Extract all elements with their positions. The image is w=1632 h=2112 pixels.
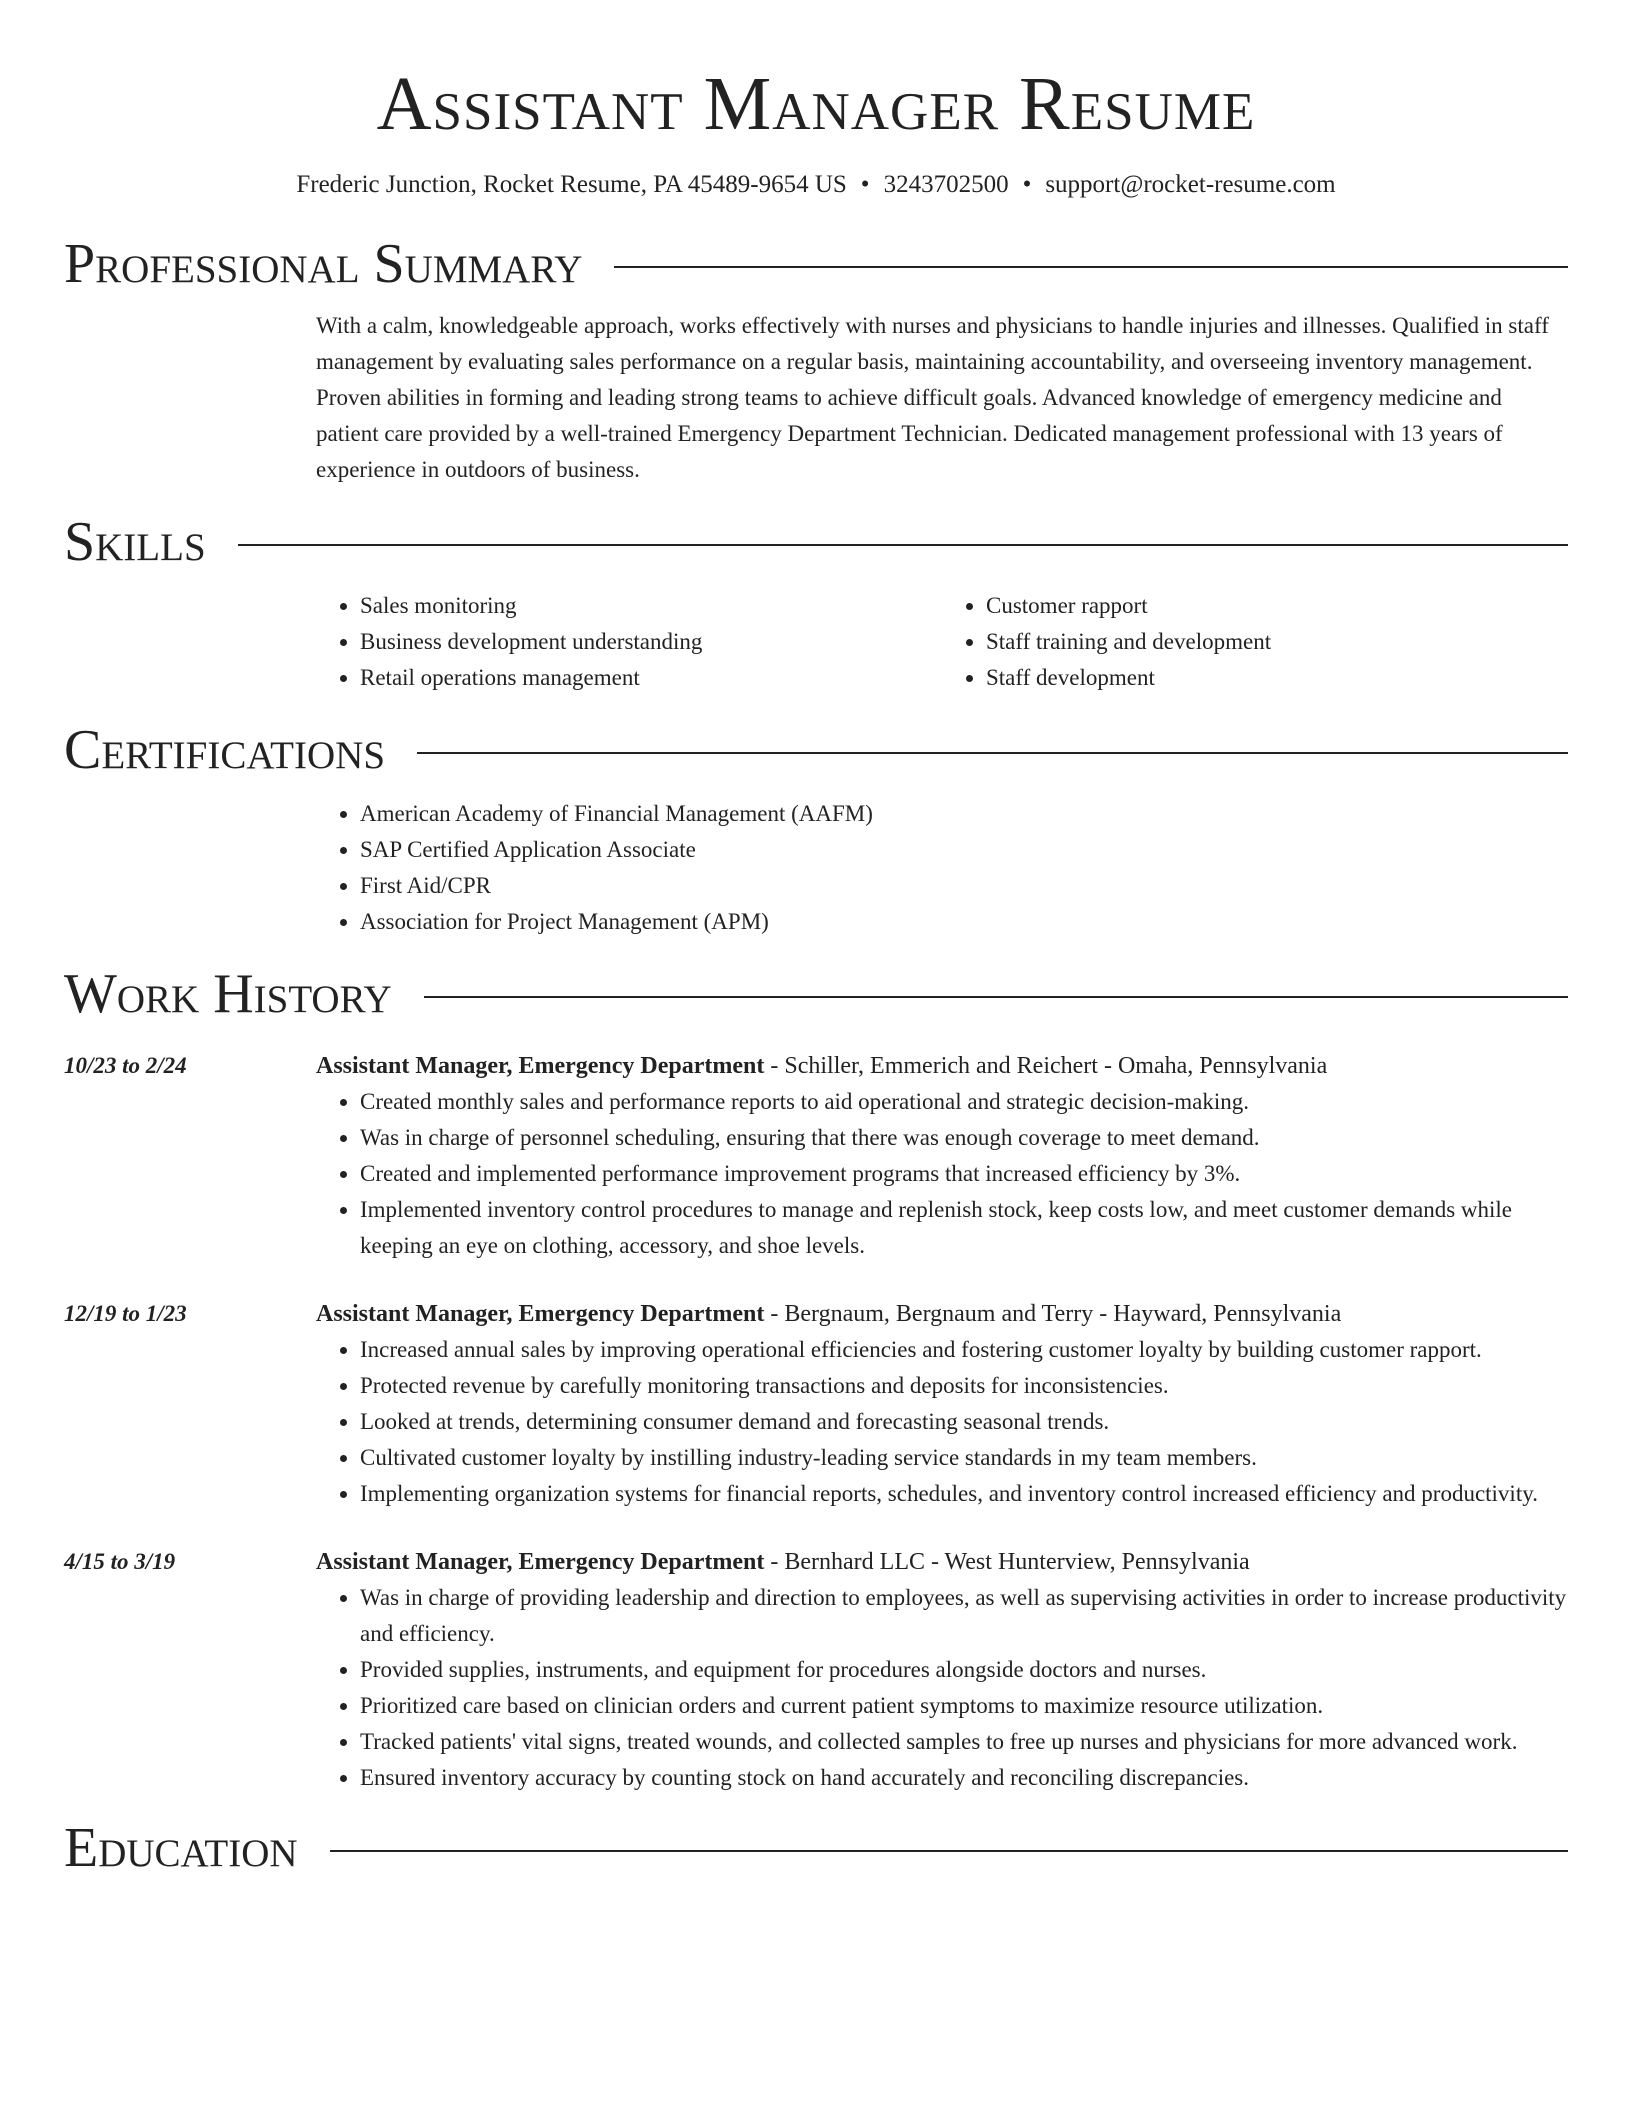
job-bullet: • Cultivated customer loyalty by instilling industry-leading service standards in my team members.	[360, 1440, 1568, 1476]
work-section-title: Work History	[64, 963, 392, 1025]
job-title: Assistant Manager, Emergency Department	[316, 1301, 765, 1327]
work-section-header	[64, 962, 1568, 1026]
skills-list-left	[316, 588, 942, 696]
contact-line	[64, 168, 1568, 202]
job-entry	[64, 1296, 1568, 1512]
resume-title: Assistant Manager Resume	[376, 62, 1256, 146]
summary-text: With a calm, knowledgeable approach, works effectively with nurses and physicians to handle injuries and illnesses. Qualified in staff management by evaluating sales performance on a regular basis, maintaining accountability, and overseeing inventory management. Proven abilities in forming and leading strong teams to achieve difficult goals. Advanced knowledge of emergency medicine and patient care provided by a well-trained Emergency Department Technician. Dedicated management professional with 13 years of experience in outdoors of business.	[316, 313, 1549, 482]
job-entry	[64, 1544, 1568, 1796]
job-details	[316, 1048, 1568, 1264]
job-bullet: • Implemented inventory control procedures to manage and replenish stock, keep costs low, and meet customer demands while keeping an eye on clothing, accessory, and shoe levels.	[360, 1192, 1568, 1264]
job-title: Assistant Manager, Emergency Department	[316, 1549, 765, 1575]
skills-section-title: Skills	[64, 511, 206, 573]
job-dates: 4/15 to 3/19	[64, 1549, 176, 1574]
job-heading	[316, 1296, 1568, 1332]
summary-section-header	[64, 232, 1568, 296]
job-bullets	[316, 1084, 1568, 1264]
job-dates: 12/19 to 1/23	[64, 1301, 187, 1326]
section-divider	[417, 752, 1568, 754]
contact-email: support@rocket-resume.com	[1045, 171, 1336, 198]
job-bullet: • Tracked patients' vital signs, treated wounds, and collected samples to free up nurses and physicians for more advanced work.	[360, 1724, 1568, 1760]
certification-item: • First Aid/CPR	[360, 868, 1568, 904]
contact-phone: 3243702500	[883, 171, 1009, 198]
job-dates: 10/23 to 2/24	[64, 1053, 187, 1078]
job-bullet: • Created monthly sales and performance reports to aid operational and strategic decision-making.	[360, 1084, 1568, 1120]
certifications-section-title: Certifications	[64, 719, 386, 781]
job-bullet: • Prioritized care based on clinician orders and current patient symptoms to maximize resource utilization.	[360, 1688, 1568, 1724]
job-bullet: • Increased annual sales by improving operational efficiencies and fostering customer loyalty by building customer rapport.	[360, 1332, 1568, 1368]
job-company: - Bernhard LLC - West Hunterview, Pennsylvania	[764, 1549, 1250, 1575]
certifications-section-header	[64, 718, 1568, 782]
section-divider	[238, 544, 1568, 546]
job-bullet: • Was in charge of providing leadership and direction to employees, as well as supervising activities in order to increase productivity and efficiency.	[360, 1580, 1568, 1652]
skills-section	[64, 588, 1568, 696]
skill-item: • Customer rapport	[986, 588, 1568, 624]
skills-section-header	[64, 510, 1568, 574]
job-bullet: • Created and implemented performance improvement programs that increased efficiency by 3%.	[360, 1156, 1568, 1192]
job-company: - Schiller, Emmerich and Reichert - Omaha, Pennsylvania	[764, 1053, 1328, 1079]
skills-grid	[316, 588, 1568, 696]
job-heading	[316, 1048, 1568, 1084]
education-section-title: Education	[64, 1817, 298, 1879]
skill-item: • Sales monitoring	[360, 588, 942, 624]
job-bullet: • Looked at trends, determining consumer demand and forecasting seasonal trends.	[360, 1404, 1568, 1440]
summary-section-title: Professional Summary	[64, 233, 583, 295]
job-company: - Bergnaum, Bergnaum and Terry - Hayward, Pennsylvania	[764, 1301, 1342, 1327]
job-bullet: • Protected revenue by carefully monitoring transactions and deposits for inconsistencies.	[360, 1368, 1568, 1404]
certifications-section	[64, 796, 1568, 940]
section-divider	[424, 996, 1568, 998]
contact-separator: •	[1022, 171, 1032, 198]
section-divider	[330, 1850, 1568, 1852]
job-bullet: • Implementing organization systems for financial reports, schedules, and inventory control increased efficiency and productivity.	[360, 1476, 1568, 1512]
job-heading	[316, 1544, 1568, 1580]
skill-item: • Staff development	[986, 660, 1568, 696]
job-bullet: • Ensured inventory accuracy by counting stock on hand accurately and reconciling discrepancies.	[360, 1760, 1568, 1796]
certification-item: • SAP Certified Application Associate	[360, 832, 1568, 868]
certification-item: • American Academy of Financial Management (AAFM)	[360, 796, 1568, 832]
certification-item: • Association for Project Management (APM)	[360, 904, 1568, 940]
skills-list-right	[942, 588, 1568, 696]
education-section-header	[64, 1816, 1568, 1880]
job-bullet: • Was in charge of personnel scheduling, ensuring that there was enough coverage to meet demand.	[360, 1120, 1568, 1156]
summary-section	[64, 308, 1568, 488]
job-entry	[64, 1048, 1568, 1264]
section-divider	[614, 266, 1568, 268]
job-title: Assistant Manager, Emergency Department	[316, 1053, 765, 1079]
contact-address: Frederic Junction, Rocket Resume, PA 45489-9654 US	[296, 171, 847, 198]
job-details	[316, 1544, 1568, 1796]
job-bullets	[316, 1580, 1568, 1796]
job-bullets	[316, 1332, 1568, 1512]
job-details	[316, 1296, 1568, 1512]
skill-item: • Business development understanding	[360, 624, 942, 660]
skill-item: • Staff training and development	[986, 624, 1568, 660]
contact-separator: •	[860, 171, 870, 198]
skill-item: • Retail operations management	[360, 660, 942, 696]
certifications-list	[316, 796, 1568, 940]
job-bullet: • Provided supplies, instruments, and equipment for procedures alongside doctors and nurses.	[360, 1652, 1568, 1688]
